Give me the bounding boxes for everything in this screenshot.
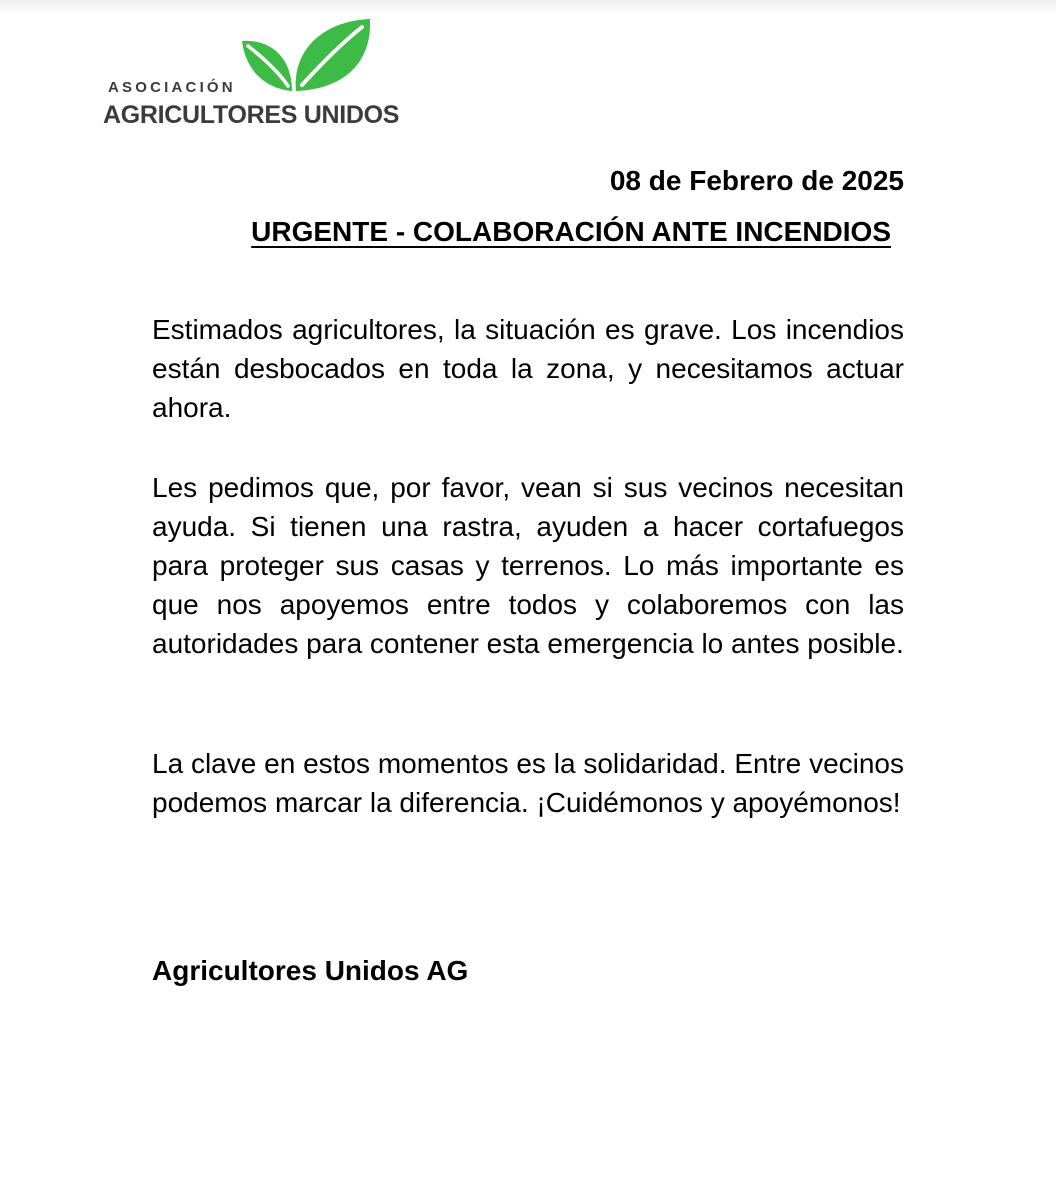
paragraph-1: Estimados agricultores, la situación es grave. Los incendios están desbocados en toda la zona, y necesitamos actuar ahora. — [152, 314, 904, 423]
document-date: 08 de Febrero de 2025 — [609, 165, 904, 196]
paragraph-3: La clave en estos momentos es la solidaridad. Entre vecinos podemos marcar la diferencia. ¡Cuidémonos y apoyémonos! — [152, 748, 904, 818]
paragraph-2: Les pedimos que, por favor, vean si sus vecinos necesitan ayuda. Si tienen una rastra, ayuden a hacer cortafuegos para proteger sus casas y terrenos. Lo más importante es que nos apoyemos entre todos y colaboremos con las autoridades para contener esta emergencia lo antes posible. — [152, 472, 904, 659]
leaves-icon — [240, 15, 375, 95]
top-shadow — [0, 0, 1056, 14]
document-title: URGENTE - COLABORACIÓN ANTE INCENDIOS — [251, 216, 891, 247]
association-logo — [100, 15, 400, 135]
logo-subtitle: ASOCIACIÓN — [108, 79, 236, 96]
logo-title: AGRICULTORES UNIDOS — [103, 101, 400, 129]
signature: Agricultores Unidos AG — [152, 955, 469, 986]
